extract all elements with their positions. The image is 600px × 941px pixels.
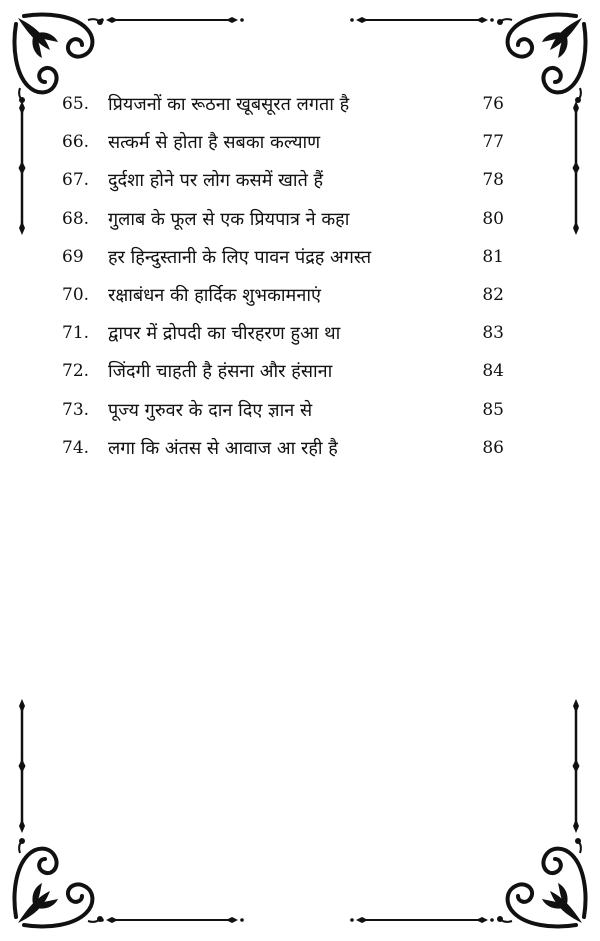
toc-entry <box>62 279 508 317</box>
entry-title: प्रियजनों का रूठना खूबसूरत लगता है <box>108 94 350 115</box>
toc-entry <box>62 394 508 432</box>
entry-page-number: 78 <box>482 170 504 191</box>
entry-title: रक्षाबंधन की हार्दिक शुभकामनाएं <box>108 284 321 306</box>
entry-number: 71. <box>62 323 90 344</box>
entry-title: सत्कर्म से होता है सबका कल्याण <box>108 132 321 154</box>
entry-title: पूज्य गुरुवर के दान दिए ज्ञान से <box>108 399 313 421</box>
corner-flourish-top-right <box>497 15 586 104</box>
corner-flourish-bottom-right <box>497 838 586 927</box>
left-rule-bottom <box>19 699 26 833</box>
entry-title: दुर्दशा होने पर लोग कसमें खाते हैं <box>108 170 324 192</box>
entry-page-number: 77 <box>482 132 504 153</box>
bottom-rule-left <box>100 917 244 923</box>
entry-page-number: 85 <box>482 399 504 420</box>
toc-entry <box>62 164 508 202</box>
entry-number: 66. <box>62 132 90 153</box>
toc-entry <box>62 432 508 470</box>
entry-number: 65. <box>62 94 90 114</box>
left-rule-top <box>19 101 26 235</box>
entry-page-number: 82 <box>482 284 504 305</box>
entry-page-number: 80 <box>482 208 504 229</box>
toc-entry <box>62 241 508 279</box>
right-rule-bottom <box>573 699 580 833</box>
corner-flourish-bottom-left <box>15 838 104 927</box>
toc-entry <box>62 126 508 164</box>
entry-number: 72. <box>62 361 90 382</box>
bottom-rule-right <box>350 917 494 923</box>
toc-entry <box>62 88 508 126</box>
toc-entry <box>62 355 508 393</box>
entry-title: द्वापर में द्रोपदी का चीरहरण हुआ था <box>108 323 341 345</box>
entry-number: 73. <box>62 399 90 420</box>
toc-entry <box>62 317 508 355</box>
entry-page-number: 86 <box>482 437 504 458</box>
table-of-contents <box>62 88 508 470</box>
entry-title: गुलाब के फूल से एक प्रियपात्र ने कहा <box>108 208 350 230</box>
entry-title: हर हिन्दुस्तानी के लिए पावन पंद्रह अगस्त <box>108 246 372 268</box>
entry-title: लगा कि अंतस से आवाज आ रही है <box>108 437 338 459</box>
entry-page-number: 81 <box>482 246 504 267</box>
entry-title: जिंदगी चाहती है हंसना और हंसाना <box>108 361 333 383</box>
entry-number: 68. <box>62 208 90 229</box>
entry-page-number: 84 <box>482 361 504 382</box>
right-rule-top <box>573 101 580 235</box>
entry-page-number: 83 <box>482 323 504 344</box>
top-rule-right <box>350 17 494 23</box>
entry-page-number: 76 <box>482 94 504 114</box>
entry-number: 67. <box>62 170 90 191</box>
top-rule-left <box>100 17 244 23</box>
entry-number: 74. <box>62 437 90 458</box>
toc-entry <box>62 203 508 241</box>
entry-number: 70. <box>62 284 90 305</box>
entry-number: 69 <box>62 246 84 267</box>
